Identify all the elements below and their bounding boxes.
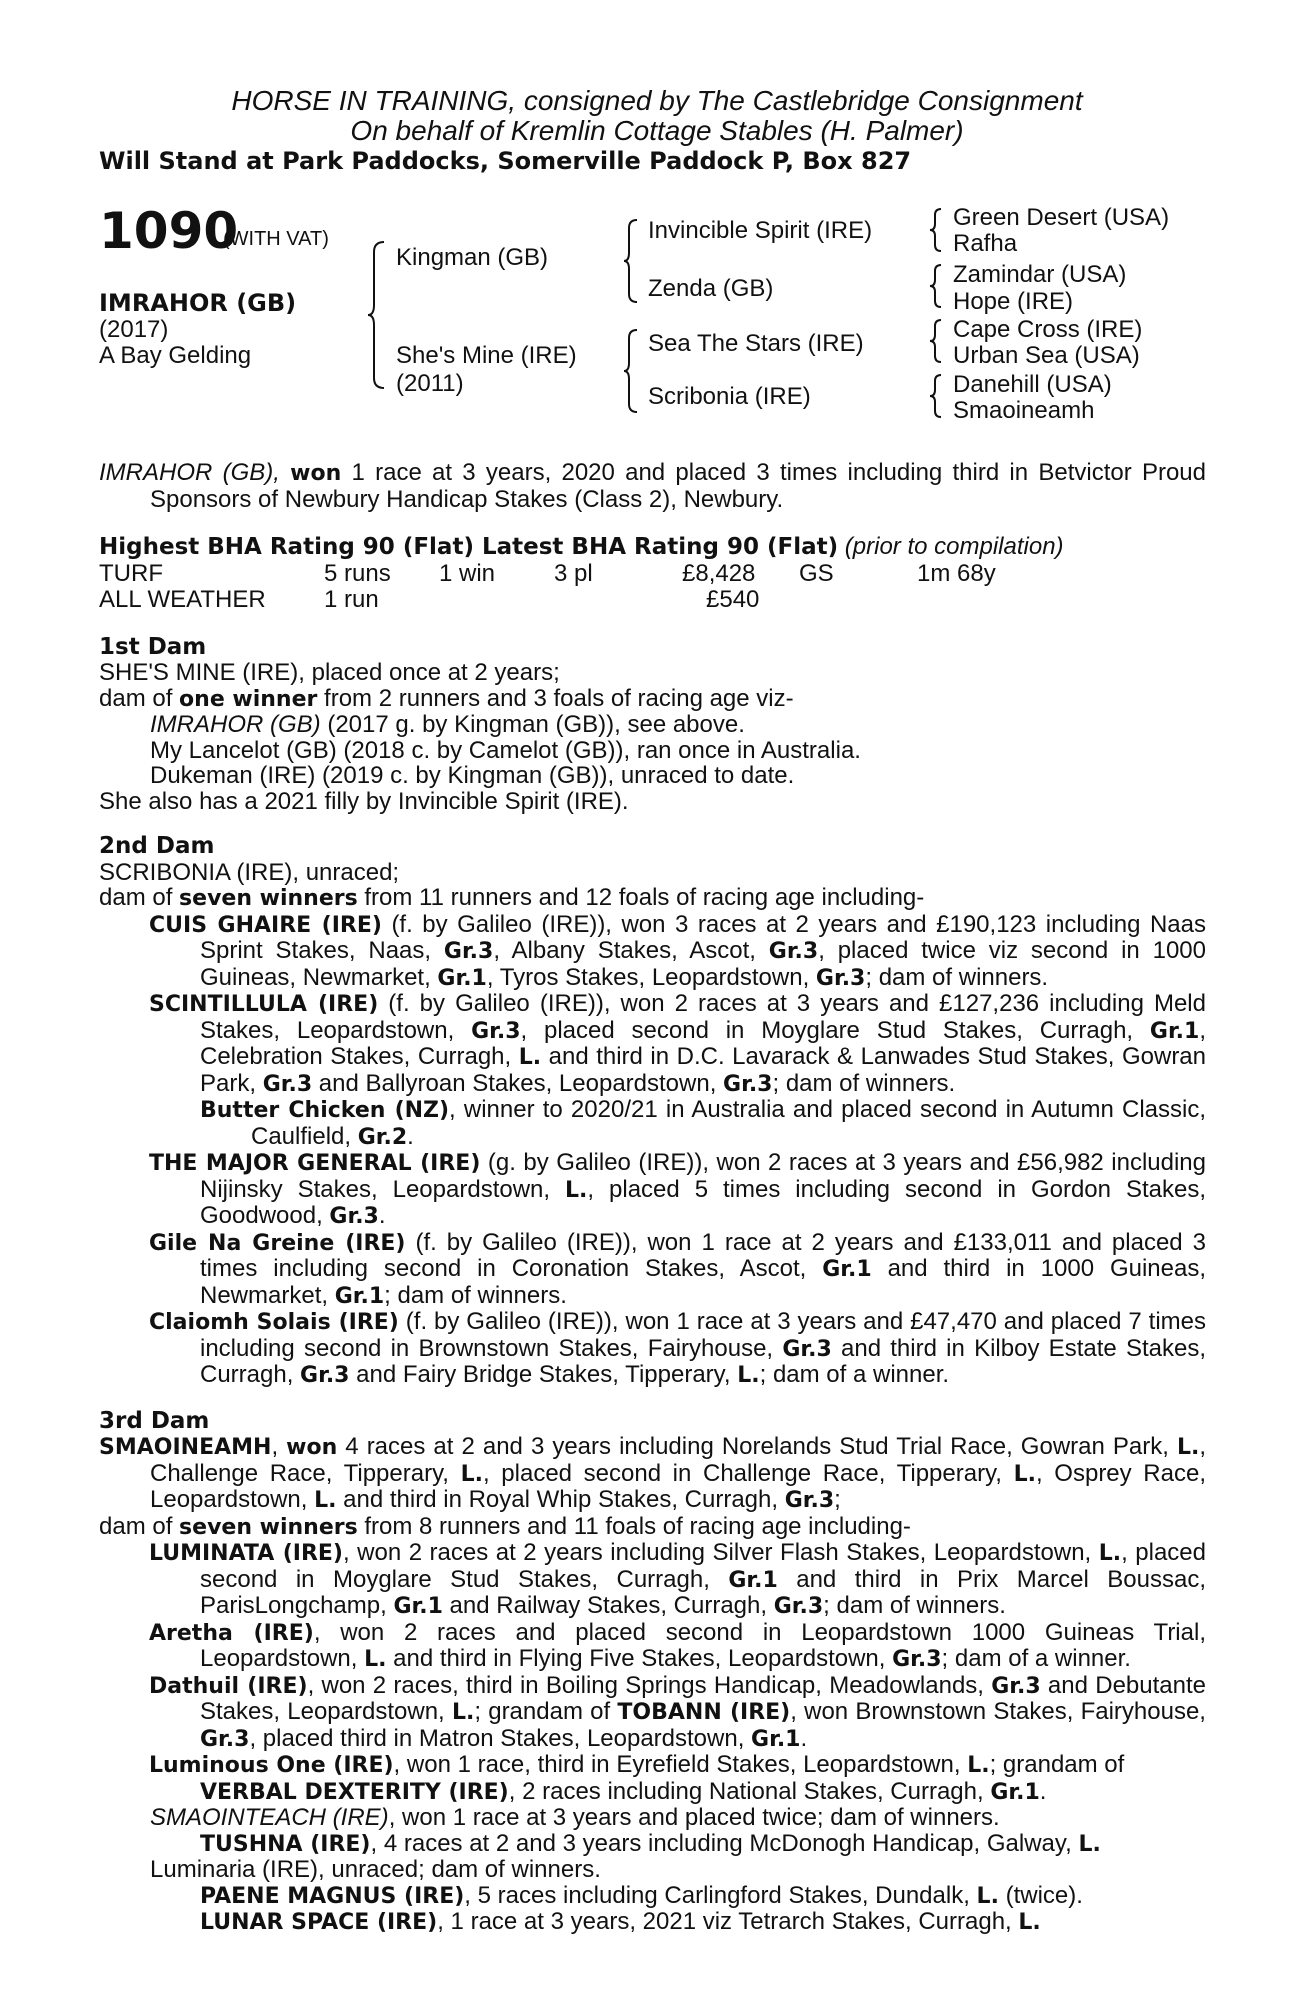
t: and third in D.C. Lavarack & Lanwades Stud Stakes, Gowran Park, [200,1043,1207,1097]
produce-entry [99,1673,1206,1753]
pedigree-sds: Zamindar (USA) [953,261,1127,288]
pedigree-sdd: Hope (IRE) [953,288,1074,315]
t: dam of [99,884,180,911]
t: , won 1 race at 3 years and placed twice; dam of winners. [388,1804,1000,1831]
first-dam-heading: 1st Dam [99,633,207,660]
t: Gr.1 [334,1283,385,1309]
pedigree-ssd: Rafha [953,230,1018,257]
t: ; dam of a winner. [941,1645,1131,1672]
produce-entry [99,1805,1206,1831]
t: Gr.1 [728,1567,778,1593]
t: Gr.3 [815,965,866,991]
t: IMRAHOR (GB) [150,711,321,738]
t: dam of [99,684,180,712]
t: , 5 races including Carlingford Stakes, Dundalk, [464,1881,977,1909]
third-dam-heading: 3rd Dam [99,1407,210,1434]
record-wins: 1 win [439,559,496,587]
record-distance: 1m 68y [917,559,996,587]
t: and third in Flying Five Stakes, Leopardstown, [386,1645,893,1672]
summary-horse-name: IMRAHOR (GB), [99,459,280,486]
t: Gr.3 [892,1647,942,1672]
t: Gile Na Greine (IRE) [149,1230,406,1256]
t: VERBAL DEXTERITY (IRE) [200,1779,509,1805]
t: SMAOINTEACH (IRE) [150,1804,389,1831]
t: Gr.1 [751,1726,801,1752]
horse-name: IMRAHOR (GB) [99,289,297,317]
t: Gr.3 [991,1673,1041,1699]
rating-text: Highest BHA Rating 90 (Flat) Latest BHA Rating 90 (Flat) [99,534,839,560]
t: Butter Chicken (NZ) [200,1098,450,1123]
t: ; grandam of [474,1698,618,1725]
produce-entry [99,912,1206,992]
t: Gr.2 [357,1124,408,1150]
t: , 1 race at 3 years, 2021 viz Tetrarch Stakes, Curragh, [437,1908,1019,1935]
t: L. [1013,1461,1036,1487]
produce-entry-sub [99,1831,1206,1858]
t: , Osprey Race, Leopardstown, [150,1459,1206,1513]
t: Gr.3 [329,1204,379,1229]
t: L. [1098,1541,1122,1566]
t: L. [737,1363,760,1388]
rating-line [99,534,1206,561]
t: (g. by Galileo (IRE)), won 2 races at 3 years and £56,982 including Nijinsky Stakes, Leopardstown, [200,1149,1206,1203]
t: one winner [179,686,318,712]
produce-entry [99,1230,1206,1310]
horse-description: A Bay Gelding [99,342,252,369]
t: seven winners [179,1514,358,1540]
lot-number: 1090 [99,202,239,260]
t: and third in Prix Marcel Boussac, ParisLongchamp, [200,1565,1206,1619]
first-dam-produce [99,686,1206,713]
t: and Railway Stakes, Curragh, [442,1592,774,1619]
t: Dathuil (IRE) [149,1673,308,1699]
t: , placed second in Challenge Race, Tipperary, [483,1459,1014,1487]
t: (twice). [998,1881,1083,1909]
t: (f. by Galileo (IRE)), won 1 race at 2 years and £133,011 and placed 3 times including second in Coronation Stakes, Ascot, [200,1228,1206,1282]
t: . [1039,1777,1047,1805]
catalogue-body [99,460,1206,1936]
t: , placed 5 times including second in Gordon Stakes, Goodwood, [200,1175,1206,1229]
t: , Tyros Stakes, Leopardstown, [486,963,816,991]
t: , Albany Stakes, Ascot, [493,937,769,964]
t: L. [1176,1435,1200,1460]
t: ; [834,1486,841,1513]
t: L. [976,1883,999,1909]
t: . [407,1122,414,1150]
t: Gr.3 [471,1018,521,1044]
t: , won Brownstown Stakes, Fairyhouse, [790,1698,1206,1725]
pedigree-bracket-dd [928,373,944,419]
t: . [378,1202,386,1229]
pedigree-sire-dam: Zenda (GB) [648,275,774,302]
t: ; dam of winners. [865,963,1049,991]
t: from 2 runners and 3 foals of racing age viz- [317,684,794,712]
t: , won 1 race, third in Eyrefield Stakes, Leopardstown, [393,1751,968,1778]
third-dam-line: SMAOINEAMH, won 4 races at 2 and 3 years including Norelands Stud Trial Race, Gowran Park, L., Challenge Race, Tipperary, L., placed second in Challenge Race, Tipperary, L., Osprey Race, Leopardstown, L. and third in Royal Whip Stakes, Curragh, Gr.3; [99,1433,1206,1513]
t: , winner to 2020/21 in Australia and placed second in Autumn Classic, Caulfield, [251,1096,1206,1150]
third-dam-produce [99,1514,1206,1541]
t: Gr.3 [773,1594,824,1619]
t: ; dam of winners. [823,1592,1006,1619]
produce-entry-sub [99,1779,1206,1806]
t: from 11 runners and 12 foals of racing age including- [357,884,925,911]
record-money: £540 [706,585,760,613]
t: , 2 races including National Stakes, Curragh, [508,1777,991,1805]
pedigree-bracket-ss [928,207,944,253]
t: , placed second in Moyglare Stud Stakes, Curragh, [520,1016,1150,1044]
t: and Ballyroan Stakes, Leopardstown, [312,1069,724,1097]
record-row-turf [99,561,1206,587]
t: CUIS GHAIRE (IRE) [149,912,382,938]
t: L. [364,1647,387,1672]
offspring-entry: Dukeman (IRE) (2019 c. by Kingman (GB)), unraced to date. [150,762,795,789]
produce-entry-sub [99,1097,1206,1150]
pedigree-sire: Kingman (GB) [396,244,549,271]
t: Gr.3 [768,939,819,964]
t: (f. by Galileo (IRE)), won 3 races at 2 years and £190,123 including Naas Sprint Stakes, Naas, [200,910,1206,964]
t: . [800,1724,808,1752]
pedigree-sss: Green Desert (USA) [953,204,1170,231]
pedigree-dam-dam: Scribonia (IRE) [648,383,811,410]
pedigree-sire-sire: Invincible Spirit (IRE) [648,217,873,244]
t: Gr.1 [990,1779,1040,1805]
t: L. [314,1488,337,1513]
t: TUSHNA (IRE) [200,1831,371,1857]
t: , won 2 races at 2 years including Silver Flash Stakes, Leopardstown, [343,1539,1099,1566]
t: SMAOINEAMH [99,1435,272,1460]
t: , won 2 races, third in Boiling Springs Handicap, Meadowlands, [307,1671,992,1699]
rating-note: (prior to compilation) [844,533,1064,560]
t: seven winners [179,886,358,911]
horse-year: (2017) [99,316,169,343]
horse-summary [99,460,1206,512]
second-dam-produce [99,885,1206,912]
produce-entry-sub [99,1883,1206,1910]
first-dam-note: She also has a 2021 filly by Invincible Spirit (IRE). [99,787,629,815]
produce-entry-sub [99,1909,1206,1936]
t: ; dam of winners. [772,1069,956,1097]
t: L. [451,1700,475,1725]
t: LUMINATA (IRE) [149,1541,343,1566]
produce-entry [99,1752,1206,1779]
record-money: £8,428 [682,559,756,587]
pedigree-dsd: Urban Sea (USA) [953,342,1140,369]
t: Gr.3 [443,939,494,964]
t: ; grandam of [989,1751,1125,1778]
t: and third in 1000 Guineas, Newmarket, [200,1255,1207,1309]
t: ; dam of winners. [384,1281,567,1309]
stand-location: Will Stand at Park Paddocks, Somerville Paddock P, Box 827 [99,147,912,175]
produce-entry [99,1150,1206,1230]
t: Gr.3 [784,1488,835,1513]
t: , placed twice viz second in 1000 Guineas, Newmarket, [200,937,1206,991]
t: L. [967,1753,990,1778]
t: L. [460,1461,483,1487]
t: , placed third in Matron Stakes, Leopardstown, [249,1724,752,1752]
pedigree-bracket-ds [928,318,944,364]
t: Gr.1 [393,1594,443,1619]
t: won [286,1435,338,1460]
t: LUNAR SPACE (IRE) [200,1910,438,1935]
t: 4 races at 2 and 3 years including Norelands Stud Trial Race, Gowran Park, [337,1433,1177,1460]
t: and Debutante Stakes, Leopardstown, [200,1671,1206,1725]
offspring-entry [99,712,1206,738]
t: Gr.1 [1149,1018,1200,1044]
produce-entry [99,991,1206,1097]
t: TOBANN (IRE) [617,1700,791,1725]
t: , placed second in Moyglare Stud Stakes, Curragh, [200,1539,1207,1593]
record-runs: 1 run [324,585,379,613]
pedigree-ddd: Smaoineamh [953,397,1095,424]
second-dam-line: SCRIBONIA (IRE), unraced; [99,858,400,886]
consignor-line: HORSE IN TRAINING, consigned by The Castlebridge Consignment [231,85,1083,116]
t: Gr.3 [782,1336,832,1362]
produce-entry [99,1309,1206,1389]
pedigree-dss: Cape Cross (IRE) [953,316,1143,343]
record-runs: 5 runs [324,559,391,587]
vat-note: (WITH VAT) [223,228,329,250]
summary-won: won [290,461,342,486]
pedigree-bracket-sd [928,263,944,309]
t: PAENE MAGNUS (IRE) [200,1883,465,1909]
t: (f. by Galileo (IRE)), won 1 race at 3 years and £47,470 and placed 7 times including second in Brownstown Stakes, Fairyhouse, [200,1308,1207,1362]
t: , 4 races at 2 and 3 years including McDonogh Handicap, Galway, [370,1829,1079,1857]
t: Gr.3 [200,1726,250,1752]
t: SCINTILLULA (IRE) [149,992,379,1017]
t: , Celebration Stakes, Curragh, [200,1016,1206,1070]
t: and third in Royal Whip Stakes, Curragh, [336,1486,785,1513]
pedigree-dam: She's Mine (IRE) [396,342,577,369]
t: Gr.3 [723,1071,773,1097]
t: Aretha (IRE) [149,1620,314,1646]
pedigree-bracket-main [366,240,388,390]
t: , won 2 races and placed second in Leopardstown 1000 Guineas Trial, Leopardstown, [200,1618,1206,1672]
t: Luminous One (IRE) [149,1753,394,1778]
on-behalf-line: On behalf of Kremlin Cottage Stables (H. Palmer) [350,115,964,146]
t: from 8 runners and 11 foals of racing age including- [357,1512,911,1540]
t: Gr.1 [822,1257,872,1282]
second-dam-heading: 2nd Dam [99,833,215,859]
pedigree-bracket-dam [622,328,640,414]
record-surface: ALL WEATHER [99,585,266,613]
t: and Fairy Bridge Stakes, Tipperary, [349,1361,738,1388]
produce-entry: Luminaria (IRE), unraced; dam of winners. [150,1856,601,1883]
record-placed: 3 pl [554,559,593,587]
t: L. [518,1045,542,1070]
produce-entry [99,1620,1206,1673]
t: Gr.3 [262,1071,313,1097]
pedigree-dam-sire: Sea The Stars (IRE) [648,330,864,357]
pedigree-dam-year: (2011) [396,370,464,397]
t: dam of [99,1512,180,1540]
t: , Challenge Race, Tipperary, [150,1433,1206,1487]
produce-entry [99,1540,1206,1620]
t: and third in Kilboy Estate Stakes, Curragh, [200,1334,1206,1388]
t: L. [1018,1910,1041,1935]
t: Gr.1 [437,965,487,991]
offspring-entry: My Lancelot (GB) (2018 c. by Camelot (GB)), ran once in Australia. [150,736,861,764]
t: (2017 g. by Kingman (GB)), see above. [320,711,745,738]
t: L. [1078,1831,1101,1857]
t: THE MAJOR GENERAL (IRE) [149,1151,481,1176]
first-dam-line: SHE'S MINE (IRE), placed once at 2 years; [99,659,560,686]
t: L. [565,1177,588,1203]
t: Claiomh Solais (IRE) [149,1310,399,1335]
pedigree-bracket-sire [622,218,640,304]
record-row-aw [99,587,1206,613]
record-surface: TURF [99,559,163,587]
t: ; dam of a winner. [759,1361,950,1388]
record-going: GS [799,559,834,587]
summary-text: 1 race at 3 years, 2020 and placed 3 times including third in Betvictor Proud Sponsors of Newbury Handicap Stakes (Class 2), Newbury. [150,459,1207,513]
t: (f. by Galileo (IRE)), won 2 races at 3 years and £127,236 including Meld Stakes, Leopardstown, [200,990,1206,1044]
t: Gr.3 [300,1363,350,1388]
pedigree-dds: Danehill (USA) [953,371,1112,398]
